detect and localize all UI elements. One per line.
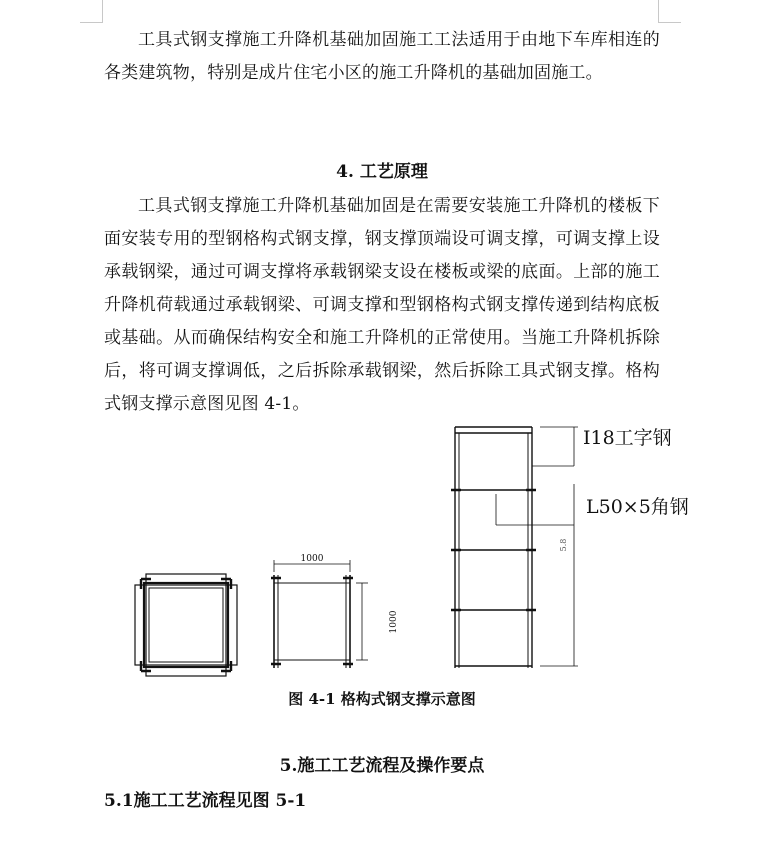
angle-steel-label: L50×5角钢	[586, 496, 689, 518]
elevation-small-drawing	[271, 560, 368, 668]
intro-paragraph: 工具式钢支撑施工升降机基础加固施工工法适用于由地下车库相连的各类建筑物，特别是成片住宅小区的施工升降机的基础加固施工。	[104, 30, 660, 83]
section-4-title: 4. 工艺原理	[336, 162, 428, 182]
section-5-1-title: 5.1施工工艺流程见图 5-1	[104, 791, 307, 811]
dim-width-label: 1000	[300, 554, 324, 564]
figure-caption: 图 4-1 格构式钢支撑示意图	[288, 690, 476, 708]
dim-height-label: 1000	[389, 610, 399, 634]
section-4-paragraph: 工具式钢支撑施工升降机基础加固是在需要安装施工升降机的楼板下面安装专用的型钢格构式钢支撑，钢支撑顶端设可调支撑，可调支撑上设承载钢梁，通过可调支撑将承载钢梁支设在楼板或梁的底面。上部的施工升降机荷载通过承载钢梁、可调支撑和型钢格构式钢支撑传递到结构底板或基础。从而确保结构安全和施工升降机的正常使用。当施工升降机拆除后，将可调支撑调低，之后拆除承载钢梁，然后拆除工具式钢支撑。格构式钢支撑示意图见图 4-1。	[104, 196, 660, 414]
i-beam-label: I18工字钢	[583, 427, 672, 449]
section-5-title: 5.施工工艺流程及操作要点	[279, 756, 485, 776]
dim-tall-label: 5.8	[559, 538, 568, 552]
plan-view-drawing	[135, 574, 237, 676]
